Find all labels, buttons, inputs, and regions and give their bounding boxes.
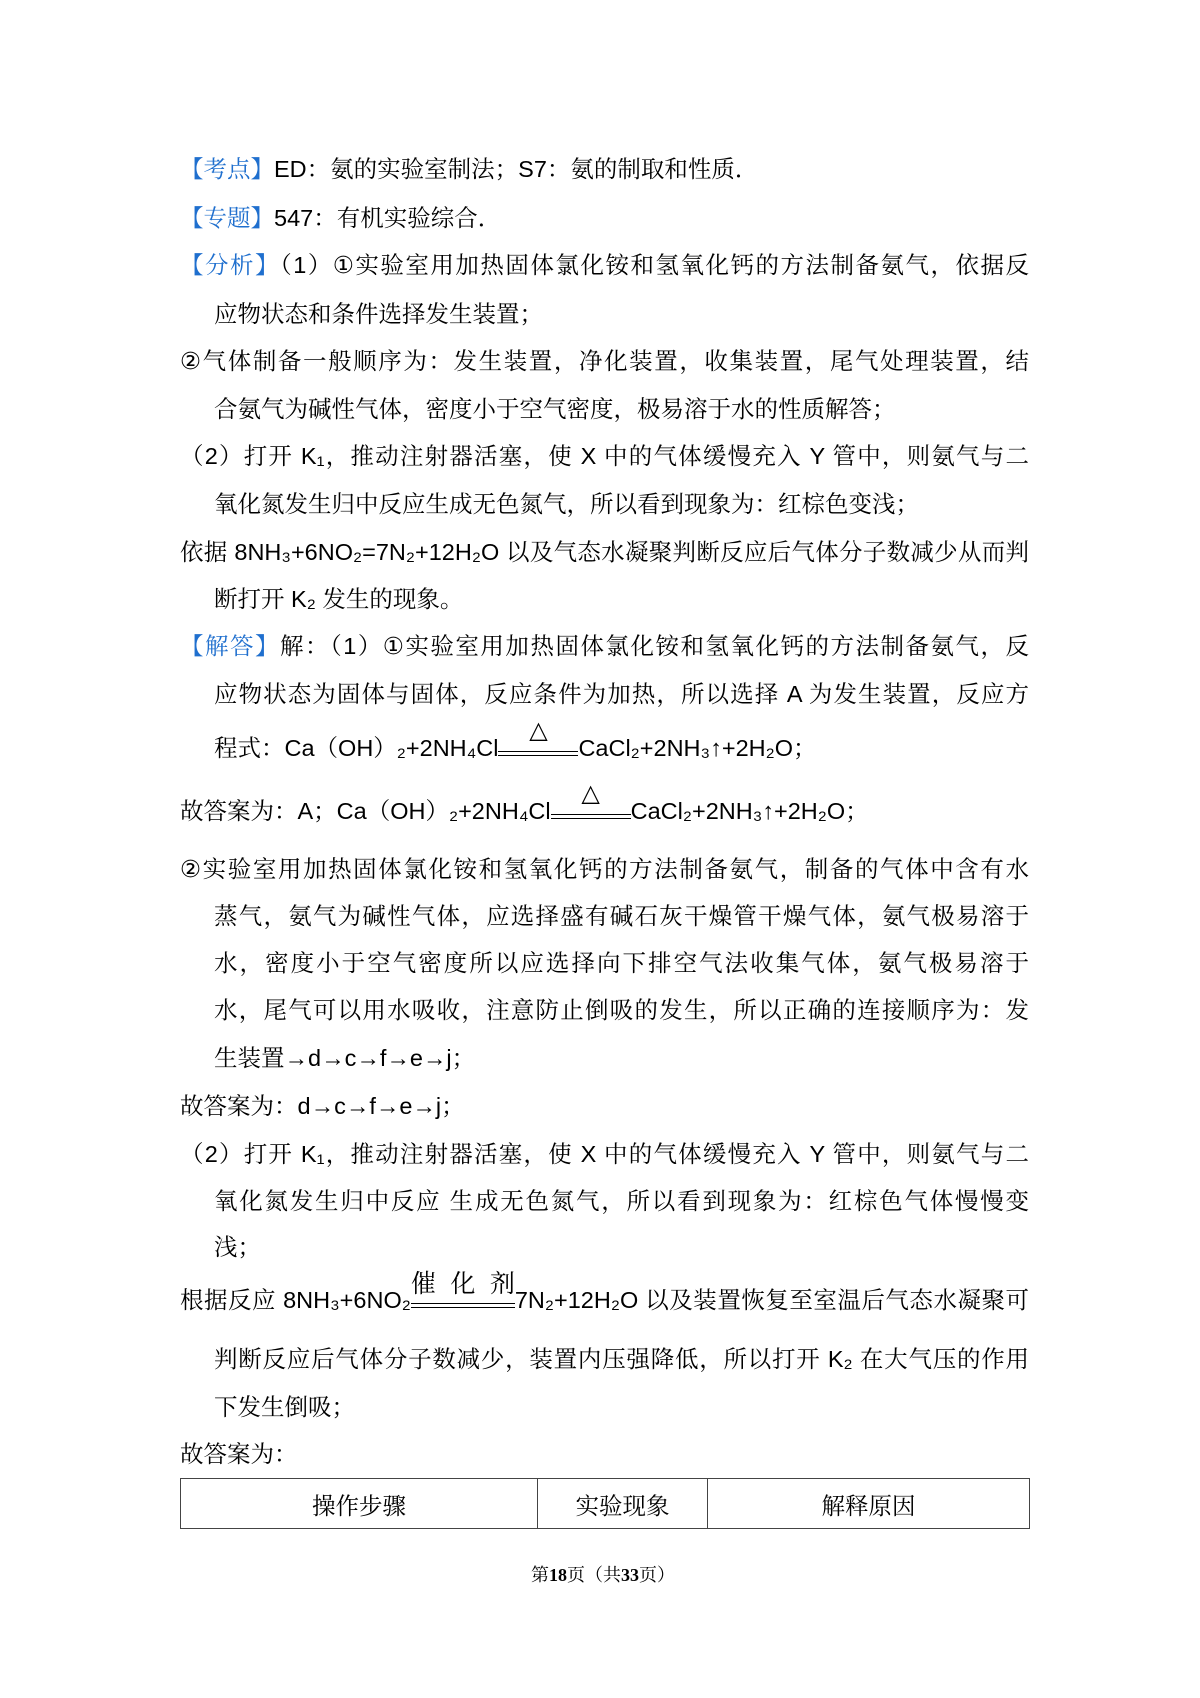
zhuanti-line [180, 198, 1029, 238]
page-footer [0, 1562, 1200, 1588]
footer-page-number: 18 [549, 1565, 567, 1585]
jieda-label: 【解答】 [180, 633, 281, 659]
fenxi-line-6: 氧化氮发生归中反应生成无色氮气，所以看到现象为：红棕色变浅； [214, 491, 919, 517]
equation-2-condition [551, 779, 631, 831]
jieda-line-13: 浅； [214, 1234, 261, 1260]
equation-2-reactants: 故答案为：A；Ca（OH）₂+2NH₄Cl [180, 798, 551, 824]
footer-mid: 页（共 [567, 1565, 621, 1585]
double-equals-sign [551, 814, 631, 819]
fenxi-line-5: （2）打开 K₁，推动注射器活塞，使 X 中的气体缓慢充入 Y 管中，则氨气与二 [180, 443, 1029, 469]
double-equals-sign [411, 1303, 515, 1308]
equation-3-reactants: 根据反应 8NH₃+6NO₂ [180, 1287, 411, 1313]
heat-condition-symbol: △ [581, 779, 600, 807]
table-header-reason: 解释原因 [708, 1479, 1030, 1529]
zhuanti-label: 【专题】 [180, 205, 274, 231]
equation-line-3 [180, 1270, 1029, 1320]
equation-line-2 [180, 779, 1029, 831]
jieda-line-11: （2）打开 K₁，推动注射器活塞，使 X 中的气体缓慢充入 Y 管中，则氨气与二 [180, 1141, 1029, 1167]
jieda-text-1: 解：（1）①实验室用加热固体氯化铵和氢氧化钙的方法制备氨气，反 [280, 633, 1029, 659]
table-header-steps: 操作步骤 [181, 1479, 538, 1529]
kaodian-label: 【考点】 [180, 156, 274, 182]
double-equals-sign [498, 751, 578, 756]
jieda-line-10: 故答案为：d→c→f→e→j； [180, 1093, 465, 1119]
jieda-line-9: 生装置→d→c→f→e→j； [214, 1045, 476, 1071]
jieda-line-8: 水，尾气可以用水吸收，注意防止倒吸的发生，所以正确的连接顺序为：发 [214, 997, 1029, 1023]
equation-3-products: 7N₂+12H₂O 以及装置恢复至室温后气态水凝聚可 [514, 1287, 1029, 1313]
equation-1-products: CaCl₂+2NH₃↑+2H₂O； [578, 735, 817, 761]
equation-line-1 [214, 716, 1029, 768]
kaodian-line [180, 149, 1029, 189]
answer-intro: 故答案为： [180, 1441, 298, 1467]
footer-suffix: 页） [639, 1565, 675, 1585]
jieda-line-6: 蒸气，氨气为碱性气体，应选择盛有碱石灰干燥管干燥气体，氨气极易溶于 [214, 903, 1029, 929]
equation-3-condition [410, 1270, 515, 1320]
fenxi-line-3: ②气体制备一般顺序为：发生装置，净化装置，收集装置，尾气处理装置，结 [180, 348, 1029, 374]
equation-1-condition [498, 716, 578, 768]
jieda-line-15: 判断反应后气体分子数减少，装置内压强降低，所以打开 K₂ 在大气压的作用 [214, 1346, 1029, 1372]
equation-1-reactants: 程式：Ca（OH）₂+2NH₄Cl [214, 735, 499, 761]
jieda-line-2: 应物状态为固体与固体，反应条件为加热，所以选择 A 为发生装置，反应方 [214, 681, 1029, 707]
zhuanti-text: 547：有机实验综合． [274, 205, 502, 231]
table-header-phenomenon: 实验现象 [538, 1479, 708, 1529]
table-header-row [181, 1479, 1030, 1529]
catalyst-condition-label: 催化剂 [410, 1270, 515, 1298]
jieda-line-16: 下发生倒吸； [214, 1394, 355, 1420]
kaodian-text: ED：氨的实验室制法；S7：氨的制取和性质． [274, 156, 759, 182]
jieda-line-5: ②实验室用加热固体氯化铵和氢氧化钙的方法制备氨气，制备的气体中含有水 [180, 856, 1029, 882]
fenxi-line-8: 断打开 K₂ 发生的现象。 [214, 586, 464, 612]
heat-condition-symbol: △ [529, 716, 548, 744]
fenxi-line-2: 应物状态和条件选择发生装置； [214, 301, 543, 327]
fenxi-line-4: 合氨气为碱性气体，密度小于空气密度，极易溶于水的性质解答； [214, 396, 896, 422]
jieda-line-7: 水，密度小于空气密度所以应选择向下排空气法收集气体，氨气极易溶于 [214, 950, 1029, 976]
fenxi-label: 【分析】 [180, 252, 281, 278]
jieda-line-1 [180, 626, 1029, 666]
jieda-line-12: 氧化氮发生归中反应 生成无色氮气，所以看到现象为：红棕色气体慢慢变 [214, 1188, 1029, 1214]
footer-total-pages: 33 [621, 1565, 639, 1585]
equation-2-products: CaCl₂+2NH₃↑+2H₂O； [630, 798, 869, 824]
answer-table [180, 1478, 1030, 1529]
fenxi-line-7: 依据 8NH₃+6NO₂=7N₂+12H₂O 以及气态水凝聚判断反应后气体分子数减少从而判 [180, 539, 1029, 565]
fenxi-text-1: （1）①实验室用加热固体氯化铵和氢氧化钙的方法制备氨气，依据反 [280, 252, 1029, 278]
fenxi-line-1 [180, 245, 1029, 285]
footer-prefix: 第 [531, 1565, 549, 1585]
